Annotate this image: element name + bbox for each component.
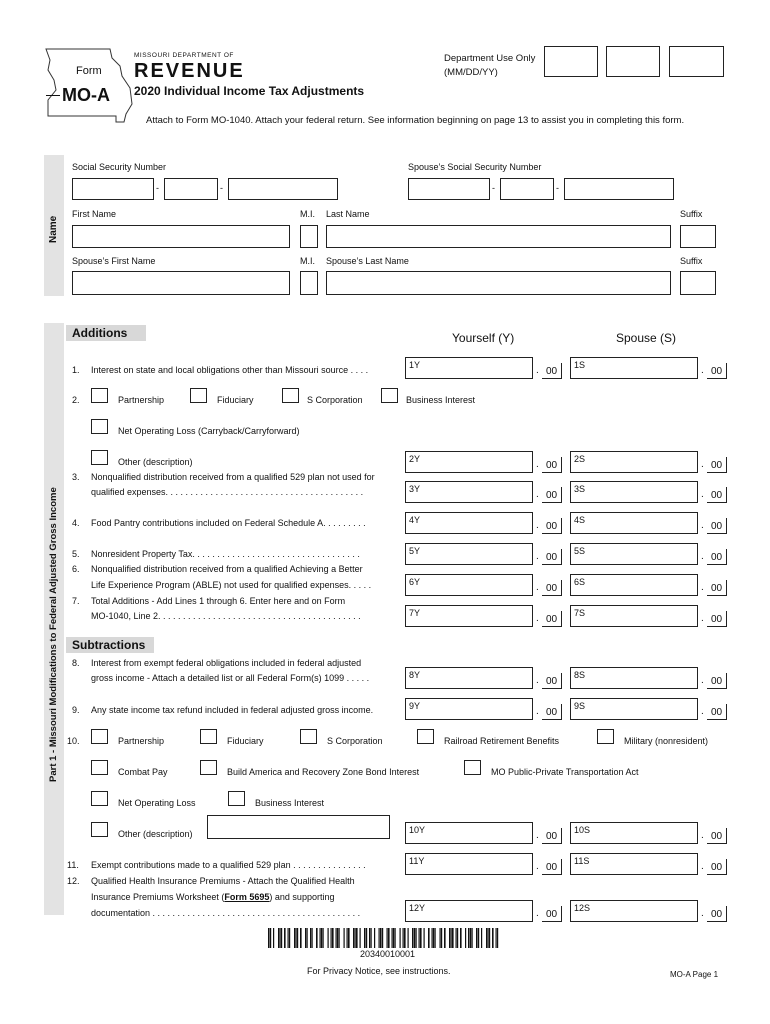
- line7-spouse-cents: 00: [707, 611, 727, 627]
- spouse-ssn-part2-input[interactable]: [500, 178, 554, 200]
- line11-yourself-code: 11Y: [409, 856, 425, 866]
- line2-spouse-decimal: .: [701, 459, 704, 470]
- line10-build-america-label: Build America and Recovery Zone Bond Interest: [227, 767, 420, 777]
- line5-spouse-code: 5S: [574, 546, 586, 556]
- line12-yourself-decimal: .: [536, 908, 539, 919]
- line10-yourself-decimal: .: [536, 830, 539, 841]
- line11-number: 11.: [67, 860, 79, 870]
- spouse-last-name-label: Spouse’s Last Name: [326, 256, 409, 266]
- line4-text: Food Pantry contributions included on Federal Schedule A. . . . . . . . .: [91, 518, 366, 528]
- line4-yourself-cents: 00: [542, 518, 562, 534]
- line2-other-checkbox[interactable]: [91, 450, 108, 465]
- line7-yourself-code: 7Y: [409, 608, 421, 618]
- line11-spouse-code: 11S: [574, 856, 590, 866]
- line7-number: 7.: [72, 596, 80, 606]
- line6-yourself-cents: 00: [542, 580, 562, 596]
- line4-yourself-decimal: .: [536, 520, 539, 531]
- line12-text-2b: ) and supporting: [269, 892, 335, 902]
- line10-nol-label: Net Operating Loss: [118, 798, 196, 808]
- line11-yourself-decimal: .: [536, 861, 539, 872]
- line7-text-1: Total Additions - Add Lines 1 through 6. Enter here and on Form: [91, 596, 346, 606]
- form-label: Form: [76, 65, 102, 77]
- line1-spouse-amount-input[interactable]: [570, 357, 698, 379]
- line10-number: 10.: [67, 736, 80, 746]
- line8-text-1: Interest from exempt federal obligations included in federal adjusted: [91, 658, 362, 668]
- line9-spouse-amount-input[interactable]: [570, 698, 698, 720]
- line4-spouse-amount-input[interactable]: [570, 512, 698, 534]
- line10-spouse-decimal: .: [701, 830, 704, 841]
- barcode-number: 20340010001: [360, 949, 416, 959]
- line9-spouse-decimal: .: [701, 706, 704, 717]
- additions-header: Additions: [66, 325, 146, 341]
- spouse-mi-label: M.I.: [300, 256, 315, 266]
- line8-spouse-code: 8S: [574, 670, 586, 680]
- line12-text-2: [91, 892, 334, 903]
- line6-spouse-amount-input[interactable]: [570, 574, 698, 596]
- line8-yourself-code: 8Y: [409, 670, 421, 680]
- spouse-ssn-dash-2: -: [556, 183, 559, 193]
- line3-yourself-amount-input[interactable]: [405, 481, 533, 503]
- line10-business-interest-label: Business Interest: [255, 798, 325, 808]
- line1-number: 1.: [72, 365, 80, 375]
- line9-yourself-decimal: .: [536, 706, 539, 717]
- first-name-input[interactable]: [72, 225, 290, 248]
- line10-other-label: Other (description): [118, 829, 193, 839]
- line9-yourself-cents: 00: [542, 704, 562, 720]
- line10-military-checkbox[interactable]: [597, 729, 614, 744]
- spouse-first-name-label: Spouse’s First Name: [72, 256, 156, 266]
- line3-yourself-cents: 00: [542, 487, 562, 503]
- spouse-last-name-input[interactable]: [326, 271, 671, 295]
- ssn-part3-input[interactable]: [228, 178, 338, 200]
- line2-spouse-amount-input[interactable]: [570, 451, 698, 473]
- line3-spouse-decimal: .: [701, 489, 704, 500]
- ssn-part1-input[interactable]: [72, 178, 154, 200]
- line10-fiduciary-checkbox[interactable]: [200, 729, 217, 744]
- line8-yourself-decimal: .: [536, 675, 539, 686]
- line12-text-3: documentation . . . . . . . . . . . . . . . . . . . . . . . . . . . . . . . . . . . . . . . . . .: [91, 908, 361, 918]
- line1-text: Interest on state and local obligations other than Missouri source . . . .: [91, 365, 369, 375]
- spouse-suffix-label: Suffix: [680, 256, 703, 266]
- suffix-input[interactable]: [680, 225, 716, 248]
- line9-spouse-cents: 00: [707, 704, 727, 720]
- line10-yourself-cents: 00: [542, 828, 562, 844]
- line8-spouse-cents: 00: [707, 673, 727, 689]
- line8-spouse-amount-input[interactable]: [570, 667, 698, 689]
- line8-yourself-amount-input[interactable]: [405, 667, 533, 689]
- line1-spouse-cents: 00: [707, 363, 727, 379]
- spouse-first-name-input[interactable]: [72, 271, 290, 295]
- line5-spouse-decimal: .: [701, 551, 704, 562]
- line8-spouse-decimal: .: [701, 675, 704, 686]
- revenue-logo: REVENUE: [134, 60, 245, 82]
- line12-yourself-cents: 00: [542, 906, 562, 922]
- line2-spouse-cents: 00: [707, 457, 727, 473]
- dept-use-format: (MM/DD/YY): [444, 67, 498, 78]
- line4-spouse-cents: 00: [707, 518, 727, 534]
- line10-combat-pay-label: Combat Pay: [118, 767, 168, 777]
- line3-yourself-decimal: .: [536, 489, 539, 500]
- line2-nol-label: Net Operating Loss (Carryback/Carryforward): [118, 426, 300, 436]
- line10-military-label: Military (nonresident): [624, 736, 709, 746]
- line4-spouse-decimal: .: [701, 520, 704, 531]
- dept-use-day-box[interactable]: [606, 46, 660, 77]
- line3-yourself-code: 3Y: [409, 484, 421, 494]
- spouse-mi-input[interactable]: [300, 271, 318, 295]
- line10-build-america-checkbox[interactable]: [200, 760, 217, 775]
- line12-yourself-code: 12Y: [409, 903, 426, 913]
- line12-text-1: Qualified Health Insurance Premiums - Attach the Qualified Health: [91, 876, 355, 886]
- line10-scorp-checkbox[interactable]: [300, 729, 317, 744]
- line7-spouse-decimal: .: [701, 613, 704, 624]
- ssn-label: Social Security Number: [72, 162, 167, 172]
- ssn-dash-1: -: [156, 183, 159, 193]
- line4-spouse-code: 4S: [574, 515, 586, 525]
- spouse-ssn-part3-input[interactable]: [564, 178, 674, 200]
- line10-mo-ppt-checkbox[interactable]: [464, 760, 481, 775]
- line7-spouse-code: 7S: [574, 608, 586, 618]
- line10-other-checkbox[interactable]: [91, 822, 108, 837]
- first-name-label: First Name: [72, 209, 117, 219]
- line7-text-2: MO-1040, Line 2. . . . . . . . . . . . . . . . . . . . . . . . . . . . . . . . . . . . . . . . .: [91, 611, 361, 621]
- line2-nol-checkbox[interactable]: [91, 419, 108, 434]
- mi-label: M.I.: [300, 209, 315, 219]
- line6-yourself-amount-input[interactable]: [405, 574, 533, 596]
- line10-combat-pay-checkbox[interactable]: [91, 760, 108, 775]
- form-5695-link[interactable]: Form 5695: [224, 892, 270, 902]
- line11-spouse-cents: 00: [707, 859, 727, 875]
- line12-spouse-cents: 00: [707, 906, 727, 922]
- line10-partnership-label: Partnership: [118, 736, 165, 746]
- line9-yourself-code: 9Y: [409, 701, 421, 711]
- dept-small-label: MISSOURI DEPARTMENT OF: [134, 52, 234, 59]
- line2-yourself-amount-input[interactable]: [405, 451, 533, 473]
- line9-yourself-amount-input[interactable]: [405, 698, 533, 720]
- line10-business-interest-checkbox[interactable]: [228, 791, 245, 806]
- line6-yourself-code: 6Y: [409, 577, 421, 587]
- line5-yourself-amount-input[interactable]: [405, 543, 533, 565]
- line2-yourself-code: 2Y: [409, 454, 421, 464]
- line6-number: 6.: [72, 564, 80, 574]
- dept-use-year-box[interactable]: [669, 46, 724, 77]
- spouse-ssn-dash-1: -: [492, 183, 495, 193]
- line8-yourself-cents: 00: [542, 673, 562, 689]
- line11-yourself-cents: 00: [542, 859, 562, 875]
- ssn-part2-input[interactable]: [164, 178, 218, 200]
- line4-yourself-amount-input[interactable]: [405, 512, 533, 534]
- line12-spouse-code: 12S: [574, 903, 591, 913]
- line5-yourself-code: 5Y: [409, 546, 421, 556]
- line1-yourself-decimal: .: [536, 365, 539, 376]
- ssn-dash-2: -: [220, 183, 223, 193]
- line10-spouse-cents: 00: [707, 828, 727, 844]
- line10-yourself-code: 10Y: [409, 825, 426, 835]
- name-side-label: Name: [48, 215, 59, 243]
- line5-spouse-cents: 00: [707, 549, 727, 565]
- line8-text-2: gross income - Attach a detailed list or all Federal Form(s) 1099 . . . . .: [91, 673, 370, 683]
- line2-spouse-code: 2S: [574, 454, 586, 464]
- privacy-notice: For Privacy Notice, see instructions.: [307, 966, 451, 976]
- line2-partnership-checkbox[interactable]: [91, 388, 108, 403]
- suffix-label: Suffix: [680, 209, 703, 219]
- line2-number: 2.: [72, 395, 80, 405]
- line1-yourself-code: 1Y: [409, 360, 421, 370]
- line10-spouse-code: 10S: [574, 825, 591, 835]
- line2-yourself-decimal: .: [536, 459, 539, 470]
- form-title: 2020 Individual Income Tax Adjustments: [134, 84, 365, 98]
- line2-fiduciary-label: Fiduciary: [217, 395, 254, 405]
- line10-railroad-checkbox[interactable]: [417, 729, 434, 744]
- line6-spouse-decimal: .: [701, 582, 704, 593]
- line6-text-2: Life Experience Program (ABLE) not used for qualified expenses. . . . .: [91, 580, 372, 590]
- line12-text-2a: Insurance Premiums Worksheet (: [91, 892, 225, 902]
- line5-number: 5.: [72, 549, 80, 559]
- dept-use-label: Department Use Only: [444, 53, 536, 64]
- line5-yourself-decimal: .: [536, 551, 539, 562]
- line11-spouse-decimal: .: [701, 861, 704, 872]
- line2-partnership-label: Partnership: [118, 395, 165, 405]
- line5-yourself-cents: 00: [542, 549, 562, 565]
- line6-spouse-code: 6S: [574, 577, 586, 587]
- form-code-dash: [46, 95, 60, 96]
- line6-spouse-cents: 00: [707, 580, 727, 596]
- line10-partnership-checkbox[interactable]: [91, 729, 108, 744]
- line1-yourself-amount-input[interactable]: [405, 357, 533, 379]
- line11-text: Exempt contributions made to a qualified 529 plan . . . . . . . . . . . . . . .: [91, 860, 366, 870]
- last-name-label: Last Name: [326, 209, 370, 219]
- line2-yourself-cents: 00: [542, 457, 562, 473]
- line1-spouse-decimal: .: [701, 365, 704, 376]
- line12-number: 12.: [67, 876, 80, 886]
- line3-number: 3.: [72, 472, 80, 482]
- line3-spouse-code: 3S: [574, 484, 586, 494]
- line3-text-2: qualified expenses. . . . . . . . . . . . . . . . . . . . . . . . . . . . . . . . . . . . . . . .: [91, 487, 364, 497]
- spouse-ssn-part1-input[interactable]: [408, 178, 490, 200]
- line7-yourself-decimal: .: [536, 613, 539, 624]
- line7-spouse-amount-input[interactable]: [570, 605, 698, 627]
- line2-business-interest-label: Business Interest: [406, 395, 476, 405]
- form-code: MO-A: [62, 85, 110, 105]
- line6-text-1: Nonqualified distribution received from a qualified Achieving a Better: [91, 564, 363, 574]
- line10-scorp-label: S Corporation: [327, 736, 383, 746]
- line1-spouse-code: 1S: [574, 360, 586, 370]
- line10-railroad-label: Railroad Retirement Benefits: [444, 736, 560, 746]
- spouse-ssn-label: Spouse’s Social Security Number: [408, 162, 542, 172]
- subtractions-header: Subtractions: [66, 637, 154, 653]
- line10-mo-ppt-label: MO Public-Private Transportation Act: [491, 767, 639, 777]
- line8-number: 8.: [72, 658, 80, 668]
- line2-fiduciary-checkbox[interactable]: [190, 388, 207, 403]
- line5-spouse-amount-input[interactable]: [570, 543, 698, 565]
- yourself-column-header: Yourself (Y): [452, 331, 515, 345]
- line3-text-1: Nonqualified distribution received from a qualified 529 plan not used for: [91, 472, 375, 482]
- line10-other-description-input[interactable]: [207, 815, 390, 839]
- line3-spouse-cents: 00: [707, 487, 727, 503]
- line9-number: 9.: [72, 705, 80, 715]
- last-name-input[interactable]: [326, 225, 671, 248]
- line9-spouse-code: 9S: [574, 701, 586, 711]
- part1-side-label: Part 1 - Missouri Modifications to Federal Adjusted Gross Income: [48, 487, 59, 782]
- spouse-column-header: Spouse (S): [616, 331, 677, 345]
- page-number: MO-A Page 1: [670, 970, 719, 979]
- line1-yourself-cents: 00: [542, 363, 562, 379]
- line10-nol-checkbox[interactable]: [91, 791, 108, 806]
- line7-yourself-cents: 00: [542, 611, 562, 627]
- attach-note: Attach to Form MO-1040. Attach your federal return. See information beginning on page 13 to assist you in completing this form.: [146, 115, 685, 126]
- line2-business-interest-checkbox[interactable]: [381, 388, 398, 403]
- line12-spouse-decimal: .: [701, 908, 704, 919]
- mi-input[interactable]: [300, 225, 318, 248]
- barcode-icon: [268, 928, 502, 948]
- dept-use-month-box[interactable]: [544, 46, 598, 77]
- line5-text: Nonresident Property Tax. . . . . . . . . . . . . . . . . . . . . . . . . . . . . . . . . .: [91, 549, 360, 559]
- spouse-suffix-input[interactable]: [680, 271, 716, 295]
- line4-yourself-code: 4Y: [409, 515, 421, 525]
- line2-scorp-label: S Corporation: [307, 395, 363, 405]
- line2-scorp-checkbox[interactable]: [282, 388, 299, 403]
- line10-fiduciary-label: Fiduciary: [227, 736, 264, 746]
- line3-spouse-amount-input[interactable]: [570, 481, 698, 503]
- line6-yourself-decimal: .: [536, 582, 539, 593]
- line2-other-label: Other (description): [118, 457, 193, 467]
- line7-yourself-amount-input[interactable]: [405, 605, 533, 627]
- line4-number: 4.: [72, 518, 80, 528]
- line9-text: Any state income tax refund included in federal adjusted gross income.: [91, 705, 374, 715]
